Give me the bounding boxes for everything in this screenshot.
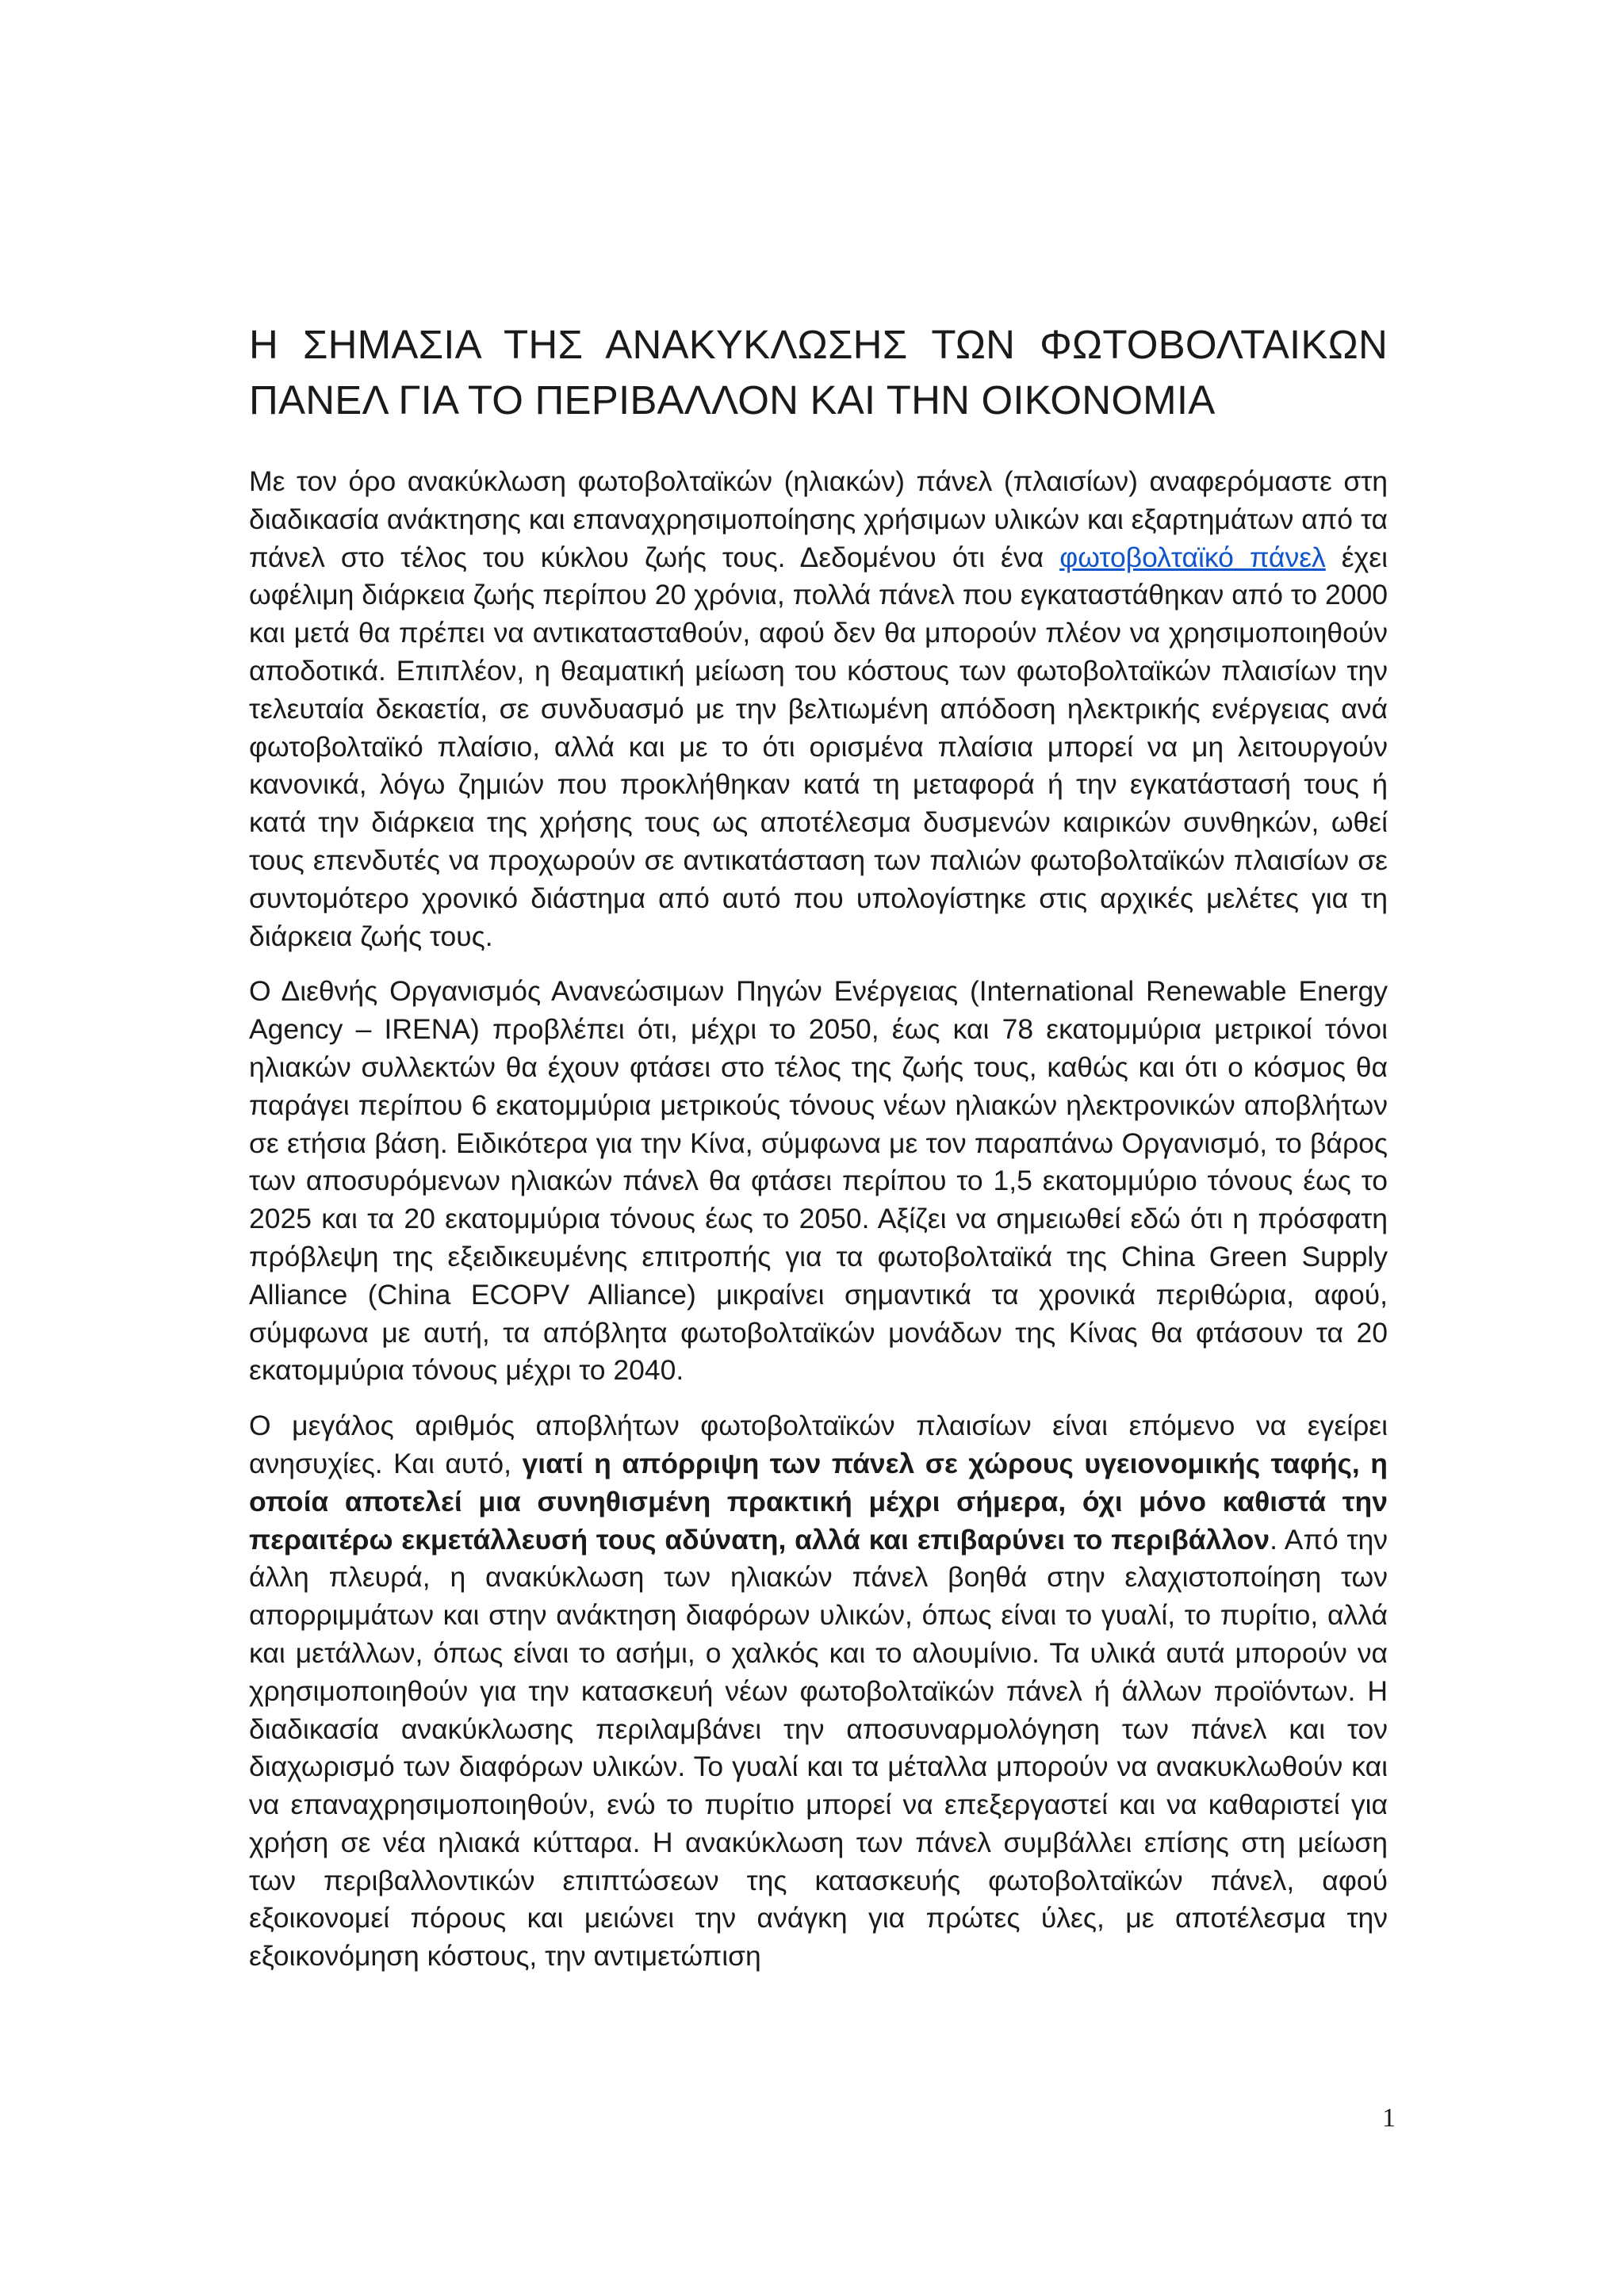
paragraph-recycling-definition — [249, 463, 1388, 955]
paragraph-waste-concerns — [249, 1407, 1388, 1976]
document-body — [249, 317, 1388, 1993]
paragraph-text: Ο μεγάλος αριθμός αποβλήτων φωτοβολταϊκών πλαισίων είναι επόμενο να εγείρει ανησυχίες. Και αυτό, — [249, 1410, 1388, 1479]
bold-emphasis: γιατί η απόρριψη των πάνελ σε χώρους υγειονομικής ταφής, η οποία αποτελεί μια συνηθισμένη πρακτική μέχρι σήμερα, όχι μόνο καθιστά την περαιτέρω εκμετάλλευσή τους αδύνατη, αλλά και επιβαρύνει το περιβάλλον — [249, 1447, 1388, 1556]
paragraph-text: Με τον όρο ανακύκλωση φωτοβολταϊκών (ηλιακών) πάνελ (πλαισίων) αναφερόμαστε στη διαδικασία ανάκτησης και επαναχρησιμοποίησης χρήσιμων υλικών και εξαρτημάτων από τα πάνελ στο τέλος του κύκλου ζωής τους. Δεδομένου ότι ένα — [249, 465, 1388, 573]
paragraph-irena-forecast: Ο Διεθνής Οργανισμός Ανανεώσιμων Πηγών Ενέργειας (International Renewable Energy Agency – IRENA) προβλέπει ότι, μέχρι το 2050, έως και 78 εκατομμύρια μετρικοί τόνοι ηλιακών συλλεκτών θα έχουν φτάσει στο τέλος της ζωής τους, καθώς και ότι ο κόσμος θα παράγει περίπου 6 εκατομμύρια μετρικούς τόνους νέων ηλιακών ηλεκτρονικών αποβλήτων σε ετήσια βάση. Ειδικότερα για την Κίνα, σύμφωνα με τον παραπάνω Οργανισμό, το βάρος των αποσυρόμενων ηλιακών πάνελ θα φτάσει περίπου το 1,5 εκατομμύριο τόνους έως το 2025 και τα 20 εκατομμύρια τόνους έως το 2050. Αξίζει να σημειωθεί εδώ ότι η πρόσφατη πρόβλεψη της εξειδικευμένης επιτροπής για τα φωτοβολταϊκά της China Green Supply Alliance (China ECOPV Alliance) μικραίνει σημαντικά τα χρονικά περιθώρια, αφού, σύμφωνα με αυτή, τα απόβλητα φωτοβολταϊκών μονάδων της Κίνας θα φτάσουν τα 20 εκατομμύρια τόνους μέχρι το 2040. — [249, 975, 1388, 1387]
page-number: 1 — [1382, 2103, 1396, 2133]
paragraph-text: . Από την άλλη πλευρά, η ανακύκλωση των ηλιακών πάνελ βοηθά στην ελαχιστοποίηση των απορριμμάτων και στην ανάκτηση διαφόρων υλικών, όπως είναι το γυαλί, το πυρίτιο, αλλά και μετάλλων, όπως είναι το ασήμι, ο χαλκός και το αλουμίνιο. Τα υλικά αυτά μπορούν να χρησιμοποιηθούν για την κατασκευή νέων φωτοβολταϊκών πάνελ ή άλλων προϊόντων. Η διαδικασία ανακύκλωσης περιλαμβάνει την αποσυναρμολόγηση των πάνελ και τον διαχωρισμό των διαφόρων υλικών. Το γυαλί και τα μέταλλα μπορούν να ανακυκλωθούν και να επαναχρησιμοποιηθούν, ενώ το πυρίτιο μπορεί να επεξεργαστεί και να καθαριστεί για χρήση σε νέα ηλιακά κύτταρα. Η ανακύκλωση των πάνελ συμβάλλει επίσης στη μείωση των περιβαλλοντικών επιπτώσεων της κατασκευής φωτοβολταϊκών πάνελ, αφού εξοικονομεί πόρους και μειώνει την ανάγκη για πρώτες ύλες, με αποτέλεσμα την εξοικονόμηση κόστους, την αντιμετώπιση — [249, 1523, 1388, 1973]
paragraph-text: έχει ωφέλιμη διάρκεια ζωής περίπου 20 χρόνια, πολλά πάνελ που εγκαταστάθηκαν από το 2000 και μετά θα πρέπει να αντικατασταθούν, αφού δεν θα μπορούν πλέον να χρησιμοποιηθούν αποδοτικά. Επιπλέον, η θεαματική μείωση του κόστους των φωτοβολταϊκών πλαισίων την τελευταία δεκαετία, σε συνδυασμό με την βελτιωμένη απόδοση ηλεκτρικής ενέργειας ανά φωτοβολταϊκό πλαίσιο, αλλά και με το ότι ορισμένα πλαίσια μπορεί να μη λειτουργούν κανονικά, λόγω ζημιών που προκλήθηκαν κατά τη μεταφορά ή την εγκατάστασή τους ή κατά την διάρκεια της χρήσης τους ως αποτέλεσμα δυσμενών καιρικών συνθηκών, ωθεί τους επενδυτές να προχωρούν σε αντικατάσταση των παλιών φωτοβολταϊκών πλαισίων σε συντομότερο χρονικό διάστημα από αυτό που υπολογίστηκε στις αρχικές μελέτες για τη διάρκεια ζωής τους. — [249, 541, 1388, 952]
document-title: Η ΣΗΜΑΣΙΑ ΤΗΣ ΑΝΑΚΥΚΛΩΣΗΣ ΤΩΝ ΦΩΤΟΒΟΛΤΑΙΚΩΝ ΠΑΝΕΛ ΓΙΑ ΤΟ ΠΕΡΙΒΑΛΛΟΝ ΚΑΙ ΤΗΝ ΟΙΚΟΝΟΜΙΑ — [249, 322, 1388, 423]
photovoltaic-panel-link[interactable]: φωτοβολταϊκό πάνελ — [1059, 541, 1326, 573]
